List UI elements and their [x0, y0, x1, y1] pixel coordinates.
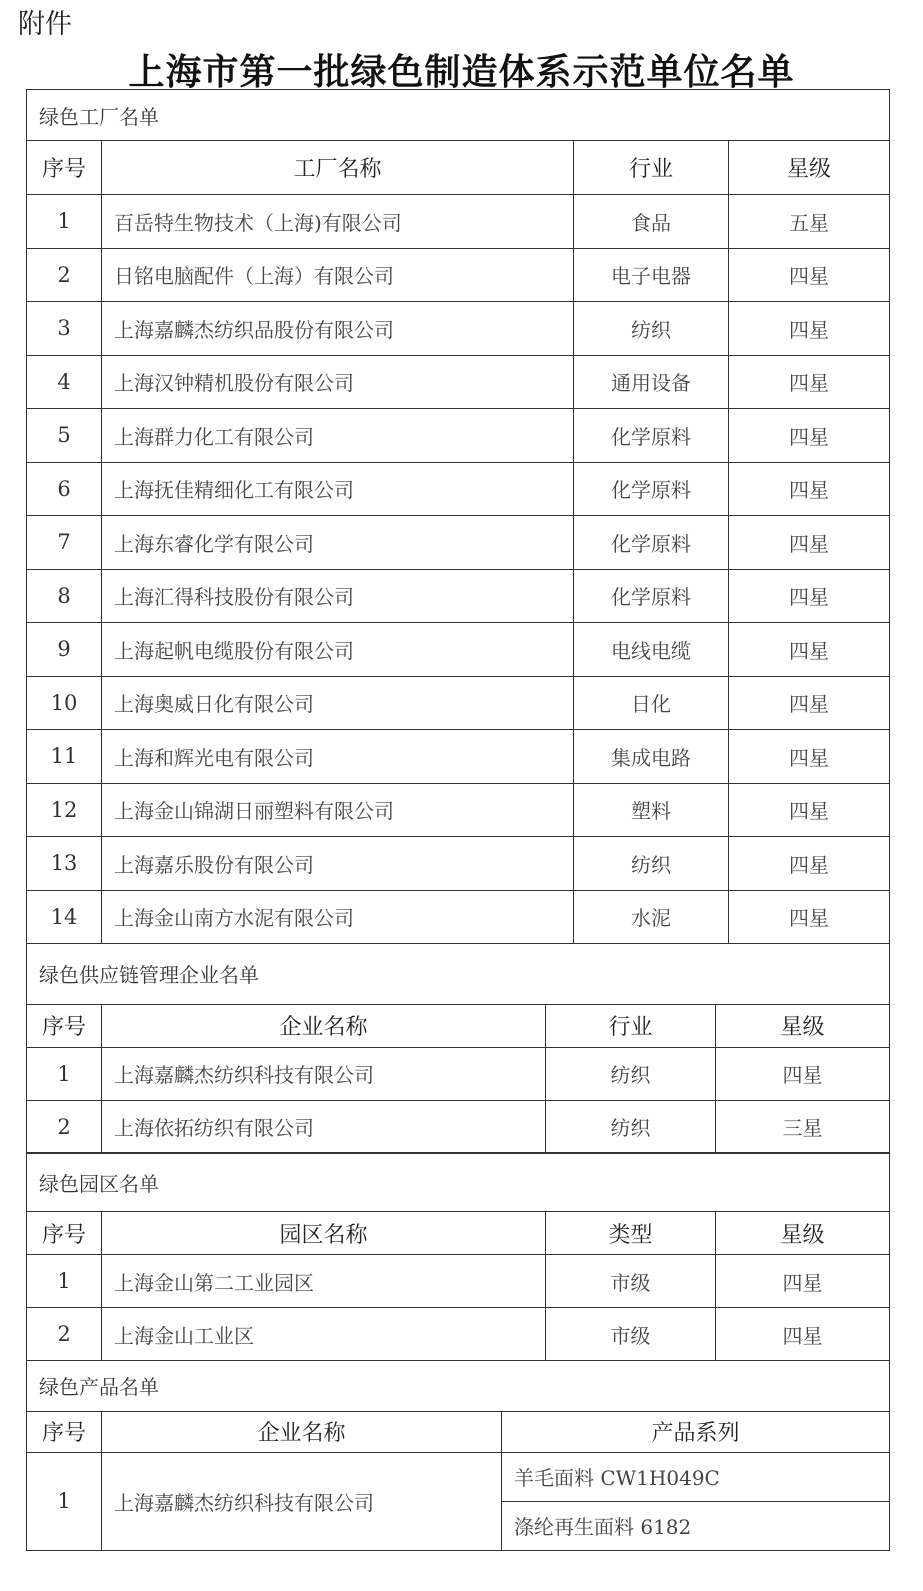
- header-products: 产品系列: [502, 1411, 890, 1452]
- row-number: 1: [27, 195, 102, 249]
- row-number: 2: [27, 1308, 102, 1361]
- table-header: [27, 1004, 890, 1047]
- row-name: 上海起帆电缆股份有限公司: [102, 623, 574, 677]
- row-name: 百岳特生物技术（上海)有限公司: [102, 195, 574, 249]
- table-row: [27, 1308, 890, 1361]
- row-product: 涤纶再生面料 6182: [502, 1501, 890, 1550]
- row-industry: 通用设备: [574, 355, 729, 409]
- product-table: [26, 1360, 890, 1551]
- row-industry: 化学原料: [574, 516, 729, 570]
- table-row: [27, 569, 890, 623]
- document-sheet: [26, 89, 889, 1551]
- table-row: [27, 1255, 890, 1308]
- row-name: 上海群力化工有限公司: [102, 409, 574, 463]
- row-industry: 化学原料: [574, 462, 729, 516]
- header-star: 星级: [716, 1004, 890, 1047]
- row-number: 1: [27, 1255, 102, 1308]
- row-number: 14: [27, 890, 102, 944]
- table-header: [27, 141, 890, 195]
- row-name: 上海依拓纺织有限公司: [102, 1100, 546, 1153]
- row-star: 四星: [716, 1308, 890, 1361]
- row-industry: 日化: [574, 676, 729, 730]
- header-name: 企业名称: [102, 1004, 546, 1047]
- row-industry: 市级: [546, 1308, 716, 1361]
- table-row: [27, 516, 890, 570]
- header-type: 类型: [546, 1212, 716, 1255]
- row-industry: 电线电缆: [574, 623, 729, 677]
- row-star: 五星: [729, 195, 890, 249]
- row-name: 日铭电脑配件（上海）有限公司: [102, 248, 574, 302]
- row-star: 四星: [729, 355, 890, 409]
- table-row: [27, 1047, 890, 1100]
- row-star: 四星: [729, 890, 890, 944]
- row-star: 四星: [729, 783, 890, 837]
- row-number: 5: [27, 409, 102, 463]
- row-number: 1: [27, 1047, 102, 1100]
- table-row: [27, 195, 890, 249]
- row-number: 13: [27, 837, 102, 891]
- row-star: 四星: [729, 409, 890, 463]
- table-row: [27, 302, 890, 356]
- header-star: 星级: [716, 1212, 890, 1255]
- row-number: 9: [27, 623, 102, 677]
- row-name: 上海和辉光电有限公司: [102, 730, 574, 784]
- row-star: 四星: [729, 462, 890, 516]
- table-row: [27, 248, 890, 302]
- row-number: 12: [27, 783, 102, 837]
- row-name: 上海嘉乐股份有限公司: [102, 837, 574, 891]
- row-name: 上海嘉麟杰纺织科技有限公司: [102, 1047, 546, 1100]
- row-industry: 食品: [574, 195, 729, 249]
- row-industry: 塑料: [574, 783, 729, 837]
- row-number: 8: [27, 569, 102, 623]
- row-number: 1: [27, 1452, 102, 1550]
- row-star: 四星: [716, 1255, 890, 1308]
- table-row: [27, 676, 890, 730]
- factory-rows: [27, 195, 890, 944]
- product-rows: [27, 1452, 890, 1550]
- row-name: 上海金山工业区: [102, 1308, 546, 1361]
- row-star: 四星: [729, 676, 890, 730]
- table-header: [27, 1212, 890, 1255]
- header-name: 企业名称: [102, 1411, 502, 1452]
- row-number: 2: [27, 248, 102, 302]
- factory-table: [26, 89, 890, 944]
- table-row: [27, 409, 890, 463]
- row-industry: 纺织: [574, 837, 729, 891]
- row-star: 三星: [716, 1100, 890, 1153]
- row-product: 羊毛面料 CW1H049C: [502, 1452, 890, 1501]
- table-row: [27, 1100, 890, 1153]
- table-row: [27, 890, 890, 944]
- row-name: 上海嘉麟杰纺织科技有限公司: [102, 1452, 502, 1550]
- row-number: 3: [27, 302, 102, 356]
- row-industry: 化学原料: [574, 409, 729, 463]
- row-industry: 水泥: [574, 890, 729, 944]
- row-industry: 市级: [546, 1255, 716, 1308]
- section-title-parks: 绿色园区名单: [27, 1153, 890, 1212]
- row-star: 四星: [729, 623, 890, 677]
- section-title-supply-chain: 绿色供应链管理企业名单: [27, 943, 890, 1004]
- row-number: 6: [27, 462, 102, 516]
- row-star: 四星: [729, 516, 890, 570]
- row-number: 2: [27, 1100, 102, 1153]
- header-star: 星级: [729, 141, 890, 195]
- row-industry: 集成电路: [574, 730, 729, 784]
- row-number: 4: [27, 355, 102, 409]
- row-star: 四星: [729, 837, 890, 891]
- attachment-label: 附件: [18, 9, 72, 40]
- row-star: 四星: [729, 730, 890, 784]
- supply-chain-rows: [27, 1047, 890, 1153]
- section-title-factories: 绿色工厂名单: [27, 90, 890, 141]
- row-name: 上海金山第二工业园区: [102, 1255, 546, 1308]
- row-number: 10: [27, 676, 102, 730]
- row-name: 上海抚佳精细化工有限公司: [102, 462, 574, 516]
- row-number: 11: [27, 730, 102, 784]
- table-row: [27, 730, 890, 784]
- table-row: [27, 837, 890, 891]
- header-no: 序号: [27, 141, 102, 195]
- row-star: 四星: [716, 1047, 890, 1100]
- row-industry: 纺织: [546, 1047, 716, 1100]
- row-name: 上海金山锦湖日丽塑料有限公司: [102, 783, 574, 837]
- row-name: 上海汇得科技股份有限公司: [102, 569, 574, 623]
- header-name: 园区名称: [102, 1212, 546, 1255]
- row-name: 上海金山南方水泥有限公司: [102, 890, 574, 944]
- table-header: [27, 1411, 890, 1452]
- table-row: [27, 355, 890, 409]
- header-no: 序号: [27, 1212, 102, 1255]
- row-star: 四星: [729, 569, 890, 623]
- row-industry: 电子电器: [574, 248, 729, 302]
- header-no: 序号: [27, 1004, 102, 1047]
- header-industry: 行业: [574, 141, 729, 195]
- row-number: 7: [27, 516, 102, 570]
- table-row: [27, 623, 890, 677]
- header-no: 序号: [27, 1411, 102, 1452]
- section-title-products: 绿色产品名单: [27, 1360, 890, 1411]
- header-name: 工厂名称: [102, 141, 574, 195]
- row-name: 上海嘉麟杰纺织品股份有限公司: [102, 302, 574, 356]
- page-title: 上海市第一批绿色制造体系示范单位名单: [128, 51, 795, 93]
- row-name: 上海奥威日化有限公司: [102, 676, 574, 730]
- park-table: [26, 1152, 890, 1361]
- row-name: 上海汉钟精机股份有限公司: [102, 355, 574, 409]
- table-row: [27, 462, 890, 516]
- row-name: 上海东睿化学有限公司: [102, 516, 574, 570]
- row-star: 四星: [729, 248, 890, 302]
- row-industry: 纺织: [574, 302, 729, 356]
- row-industry: 化学原料: [574, 569, 729, 623]
- supply-chain-table: [26, 943, 890, 1154]
- row-industry: 纺织: [546, 1100, 716, 1153]
- header-industry: 行业: [546, 1004, 716, 1047]
- row-star: 四星: [729, 302, 890, 356]
- table-row: [27, 783, 890, 837]
- park-rows: [27, 1255, 890, 1361]
- table-row: [27, 1452, 890, 1501]
